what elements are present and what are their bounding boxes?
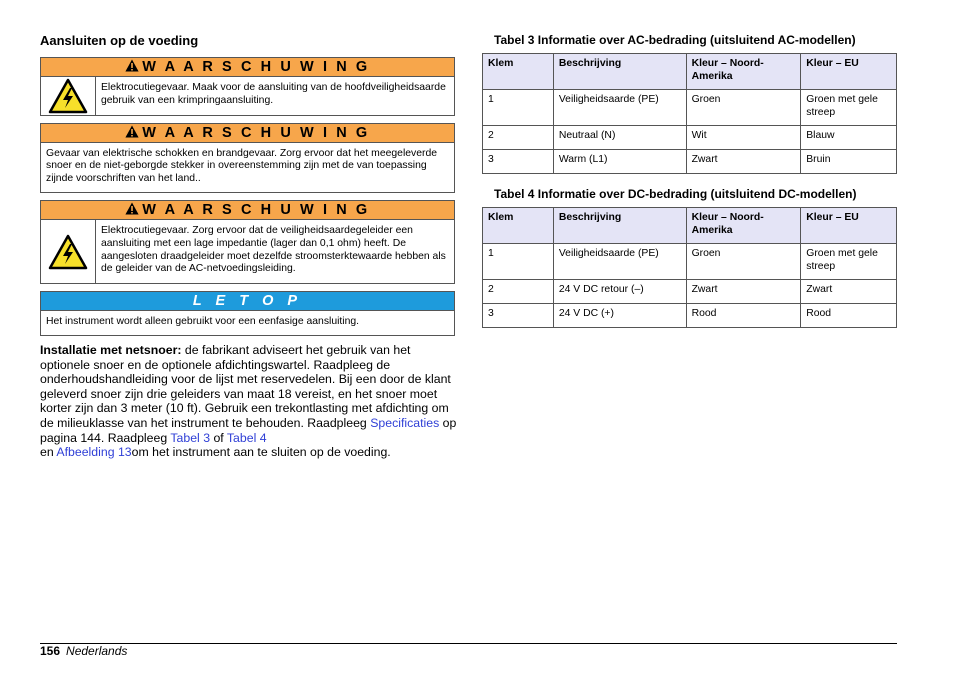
table-row (483, 244, 897, 280)
table-cell: 3 (483, 304, 554, 328)
right-column (482, 33, 897, 341)
warning-triangle-icon (125, 202, 139, 215)
paragraph-text: de fabrikant adviseert het gebruik van het optionele snoer en de optionele afdichtingswartel. Raadpleeg de onderhoudshandleiding voor de lijst met reservedelen. Bij een door de klant geleverd snoer zijn drie geleiders van maat 18 vereist, en het snoer moet korter zijn dan 3 meter (10 ft). Gebruik een trekontlasting met afdichting om de milieuklasse van het instrument te behouden. Raadpleeg (40, 342, 451, 430)
warning-triangle-icon (125, 125, 139, 138)
table-cell: Bruin (801, 150, 897, 174)
table-cell: 24 V DC (+) (553, 304, 686, 328)
table-cell: 2 (483, 126, 554, 150)
warning-box-2 (40, 123, 455, 193)
table-row (483, 126, 897, 150)
table-cell: Neutraal (N) (553, 126, 686, 150)
table-row (483, 304, 897, 328)
table-cell: Rood (686, 304, 801, 328)
table-cell: Wit (686, 126, 801, 150)
table-row (483, 90, 897, 126)
warning-text: Elektrocutiegevaar. Zorg ervoor dat de veiligheidsaardegeleider een aansluiting met een lage impedantie (lager dan 0,1 ohm) heeft. De aangesloten draadgeleider moet dezelfde stroomsterktewaarde hebben als de geleider van de AC-netvoedingsleiding. (101, 224, 446, 275)
warning-header (41, 201, 454, 220)
table-cell: Veiligheidsaarde (PE) (553, 244, 686, 280)
table-4 (482, 207, 897, 328)
warning-label: W A A R S C H U W I N G (142, 124, 370, 141)
warning-triangle-icon (125, 59, 139, 72)
table-cell: Rood (801, 304, 897, 328)
link-specificaties[interactable]: Specificaties (370, 415, 440, 430)
table-cell: Warm (L1) (553, 150, 686, 174)
table-cell: Zwart (801, 280, 897, 304)
link-tabel-4[interactable]: Tabel 4 (226, 430, 267, 445)
warning-label: W A A R S C H U W I N G (142, 201, 370, 218)
header-cell: Beschrijving (553, 208, 686, 244)
section-title: Aansluiten op de voeding (40, 33, 199, 48)
paragraph-text: op pagina 144. Raadpleeg (40, 415, 457, 445)
table-header-row (483, 54, 897, 90)
warning-text: Gevaar van elektrische schokken en brandgevaar. Zorg ervoor dat het meegeleverde snoer en de niet-geborgde stekker in overeenstemming zijn met de van toepassing zijnde voorschriften van het land.. (46, 147, 438, 185)
table-cell: Zwart (686, 280, 801, 304)
paragraph-text: of (210, 430, 227, 445)
notice-box (40, 291, 455, 336)
page-footer (40, 643, 897, 658)
table-cell: Zwart (686, 150, 801, 174)
header-cell: Kleur – Noord-Amerika (686, 54, 801, 90)
link-tabel-3[interactable]: Tabel 3 (170, 430, 211, 445)
footer-language: Nederlands (66, 644, 128, 658)
table-header-row (483, 208, 897, 244)
left-column (40, 33, 455, 460)
table-cell: Groen met gele streep (801, 244, 897, 280)
table3-caption: Tabel 3 Informatie over AC-bedrading (uitsluitend AC-modellen) (494, 33, 856, 47)
table-cell: Veiligheidsaarde (PE) (553, 90, 686, 126)
table-cell: Groen (686, 244, 801, 280)
table-row (483, 150, 897, 174)
warning-box-1 (40, 57, 455, 116)
header-cell: Beschrijving (553, 54, 686, 90)
warning-header (41, 124, 454, 143)
paragraph-text: en (40, 445, 57, 460)
paragraph-lead: Installatie met netsnoer: (40, 342, 182, 357)
table4-caption: Tabel 4 Informatie over DC-bedrading (uitsluitend DC-modellen) (494, 187, 857, 201)
paragraph-text: om het instrument aan te sluiten op de voeding. (131, 445, 391, 460)
notice-header: L E T O P (41, 292, 454, 311)
table-cell: 1 (483, 90, 554, 126)
table-cell: 1 (483, 244, 554, 280)
header-cell: Kleur – EU (801, 54, 897, 90)
table-cell: Groen met gele streep (801, 90, 897, 126)
installation-paragraph (40, 343, 460, 460)
header-cell: Klem (483, 208, 554, 244)
table-cell: Blauw (801, 126, 897, 150)
warning-box-3 (40, 200, 455, 284)
electrical-hazard-icon (41, 77, 96, 115)
table-cell: 2 (483, 280, 554, 304)
header-cell: Kleur – Noord-Amerika (686, 208, 801, 244)
page-number: 156 (40, 644, 61, 658)
electrical-hazard-icon (41, 220, 96, 283)
table-cell: Groen (686, 90, 801, 126)
table-cell: 3 (483, 150, 554, 174)
warning-label: W A A R S C H U W I N G (142, 59, 370, 75)
header-cell: Kleur – EU (801, 208, 897, 244)
table-cell: 24 V DC retour (–) (553, 280, 686, 304)
warning-header (41, 58, 454, 77)
table-3 (482, 53, 897, 174)
link-afbeelding-13[interactable]: Afbeelding 13 (56, 445, 132, 460)
notice-text: Het instrument wordt alleen gebruikt voor een eenfasige aansluiting. (46, 316, 360, 328)
warning-text: Elektrocutiegevaar. Maak voor de aansluiting van de hoofdveiligheidsaarde gebruik van een krimpringaansluiting. (101, 82, 446, 106)
table-row (483, 280, 897, 304)
header-cell: Klem (483, 54, 554, 90)
